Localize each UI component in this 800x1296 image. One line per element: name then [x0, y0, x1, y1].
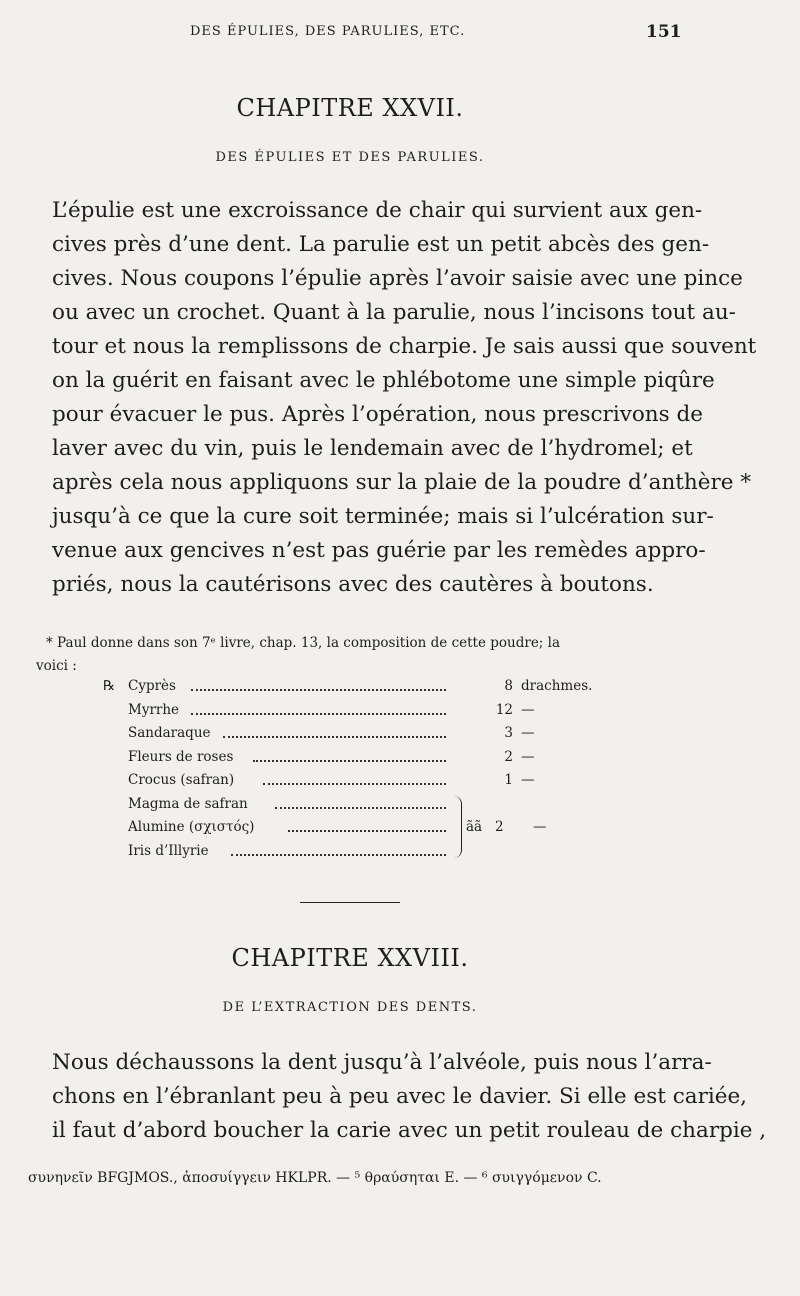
recipe-qty: 8 — [504, 678, 513, 694]
footnote-line: voici : — [36, 658, 77, 674]
recipe-symbol: ℞ — [103, 678, 116, 694]
body-line: ou avec un crochet. Quant à la parulie, nous l’incisons tout au- — [52, 300, 736, 325]
chapter-28-body — [52, 1046, 767, 1148]
body-line: L’épulie est une excroissance de chair qui survient aux gen- — [52, 198, 703, 223]
dot-leader — [275, 805, 446, 809]
chapter-28-title: CHAPITRE XXVIII. — [231, 944, 469, 972]
body-line: venue aux gencives n’est pas guérie par les remèdes appro- — [52, 538, 706, 563]
recipe-unit: — — [521, 701, 535, 718]
dot-leader — [223, 734, 446, 738]
recipe-name: Magma de safran — [128, 795, 248, 812]
body-line: Nous déchaussons la dent jusqu’à l’alvéole, puis nous l’arra- — [52, 1050, 712, 1075]
chapter-27-body — [52, 194, 757, 602]
footnote-line: * Paul donne dans son 7ᵉ livre, chap. 13, la composition de cette poudre; la — [46, 635, 561, 651]
critical-apparatus: συνηνεῖν BFGJMOS., ἀποσυίγγειν HKLPR. — ⁵ θραύσηται E. — ⁶ συιγγόμενον C. — [28, 1170, 602, 1186]
page-number: 151 — [646, 22, 682, 42]
dot-leader — [191, 687, 446, 691]
body-line: priés, nous la cautérisons avec des cautères à boutons. — [52, 572, 654, 597]
recipe-unit: — — [521, 748, 535, 765]
recipe-unit: — — [521, 772, 535, 788]
body-line: cives près d’une dent. La parulie est un petit abcès des gen- — [52, 232, 710, 257]
dot-leader — [231, 852, 446, 856]
recipe-name: Sandaraque — [128, 725, 211, 741]
recipe-name: Myrrhe — [128, 701, 180, 718]
recipe-qty: 12 — [495, 701, 513, 718]
dot-leader — [253, 758, 446, 762]
group-qty: 2 — [495, 819, 504, 835]
chapter-28-subtitle: DE L’EXTRACTION DES DENTS. — [222, 1000, 478, 1015]
recipe-name: Alumine (σχιστός) — [128, 819, 255, 835]
chapter-27-title: CHAPITRE XXVII. — [236, 94, 464, 122]
recipe-unit: — — [521, 725, 535, 741]
dot-leader — [288, 828, 446, 832]
grouping-brace — [453, 796, 462, 858]
recipe-row — [103, 725, 623, 749]
recipe-qty: 2 — [504, 748, 513, 765]
body-line: après cela nous appliquons sur la plaie de la poudre d’anthère * — [52, 470, 752, 495]
recipe-row — [103, 772, 623, 796]
body-line: pour évacuer le pus. Après l’opération, nous prescrivons de — [52, 402, 703, 427]
group-label: ãã — [466, 819, 483, 835]
chapter-27-subtitle: DES ÉPULIES ET DES PARULIES. — [215, 150, 485, 165]
group-unit: — — [533, 819, 547, 835]
footnote — [36, 632, 680, 678]
body-line: il faut d’abord boucher la carie avec un petit rouleau de charpie , — [52, 1118, 767, 1143]
body-line: on la guérit en faisant avec le phlébotome une simple piqûre — [52, 368, 715, 393]
body-line: tour et nous la remplissons de charpie. Je sais aussi que souvent — [52, 334, 757, 359]
body-line: chons en l’ébranlant peu à peu avec le davier. Si elle est cariée, — [52, 1084, 748, 1109]
recipe-qty: 3 — [504, 725, 513, 741]
recipe-row — [103, 796, 623, 820]
recipe-row — [103, 843, 623, 867]
recipe-name: Iris d’Illyrie — [128, 842, 209, 859]
recipe-name: Fleurs de roses — [128, 748, 234, 765]
section-rule — [300, 902, 400, 903]
running-head: DES ÉPULIES, DES PARULIES, ETC. — [190, 24, 466, 39]
recipe-qty: 1 — [504, 772, 513, 788]
recipe-name: Cyprès — [128, 678, 176, 694]
body-line: jusqu’à ce que la cure soit terminée; mais si l’ulcération sur- — [52, 504, 714, 529]
body-line: cives. Nous coupons l’épulie après l’avoir saisie avec une pince — [52, 266, 743, 291]
dot-leader — [191, 711, 446, 715]
recipe-row — [103, 749, 623, 773]
recipe-unit: drachmes. — [521, 678, 593, 694]
dot-leader — [263, 781, 446, 785]
body-line: laver avec du vin, puis le lendemain avec de l’hydromel; et — [52, 436, 693, 461]
recipe-table — [103, 678, 623, 866]
recipe-name: Crocus (safran) — [128, 772, 235, 788]
recipe-row — [103, 678, 623, 702]
recipe-row — [103, 702, 623, 726]
